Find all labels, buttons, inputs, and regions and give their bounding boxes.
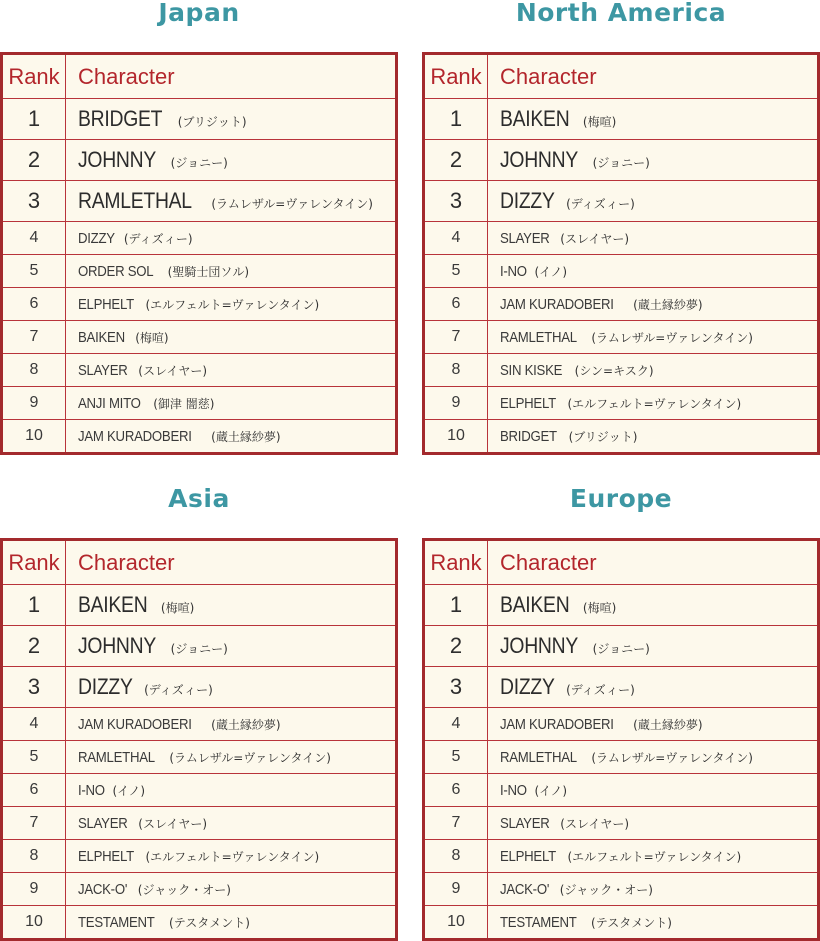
character-name-japanese: (イノ)	[112, 783, 146, 798]
character-name-japanese: (ディズィー)	[123, 231, 193, 246]
rank-cell: 5	[425, 255, 488, 287]
rank-cell: 2	[3, 626, 66, 666]
character-cell	[488, 99, 817, 139]
character-name: RAMLETHAL	[78, 188, 192, 213]
character-cell	[488, 255, 817, 287]
table-row	[425, 707, 817, 740]
character-name: SIN KISKE	[500, 361, 563, 379]
character-name: JAM KURADOBERI	[78, 427, 192, 445]
character-cell	[488, 420, 817, 452]
character-cell	[488, 873, 817, 905]
region-panel-asia	[0, 486, 398, 941]
character-name-japanese: (エルフェルト=ヴァレンタイン)	[567, 849, 742, 864]
character-name-japanese: (エルフェルト=ヴァレンタイン)	[145, 297, 320, 312]
character-name: TESTAMENT	[78, 913, 155, 931]
character-name-japanese: (ジャック・オー)	[559, 882, 653, 897]
character-cell	[488, 222, 817, 254]
region-panel-europe	[422, 486, 820, 941]
character-name-japanese: (イノ)	[534, 783, 568, 798]
rank-cell: 5	[425, 741, 488, 773]
character-name: JOHNNY	[500, 633, 579, 658]
rank-cell: 1	[3, 99, 66, 139]
table-row	[3, 707, 395, 740]
character-cell	[66, 321, 395, 353]
character-column-header: Character	[500, 549, 597, 575]
character-name-japanese: (ディズィー)	[566, 683, 635, 697]
character-name: JOHNNY	[500, 147, 579, 172]
rank-cell: 4	[3, 222, 66, 254]
rank-cell: 4	[425, 708, 488, 740]
character-name: DIZZY	[78, 674, 133, 699]
character-name: JOHNNY	[78, 633, 157, 658]
character-name: BRIDGET	[78, 106, 163, 131]
rank-cell: 8	[3, 840, 66, 872]
rank-column-header: Rank	[425, 541, 488, 584]
ranking-table	[0, 538, 398, 941]
character-cell	[66, 626, 395, 666]
character-name: JAM KURADOBERI	[78, 715, 192, 733]
rank-cell: 5	[3, 741, 66, 773]
rank-cell: 9	[425, 873, 488, 905]
rank-cell: 1	[425, 99, 488, 139]
character-cell	[66, 140, 395, 180]
rank-cell: 6	[3, 288, 66, 320]
table-row	[425, 625, 817, 666]
character-name-japanese: (御津 闇慈)	[153, 396, 215, 411]
character-name: JAM KURADOBERI	[500, 715, 614, 733]
table-row	[425, 139, 817, 180]
table-row	[3, 320, 395, 353]
character-name: TESTAMENT	[500, 913, 577, 931]
character-name: JOHNNY	[78, 147, 157, 172]
character-cell	[66, 708, 395, 740]
character-name: ELPHELT	[500, 394, 556, 412]
rank-cell: 4	[3, 708, 66, 740]
character-name: I-NO	[500, 781, 527, 799]
character-name-japanese: (ジャック・オー)	[137, 882, 231, 897]
character-cell	[66, 807, 395, 839]
character-cell	[488, 140, 817, 180]
rank-cell: 10	[425, 906, 488, 938]
character-cell	[488, 840, 817, 872]
character-name-japanese: (テスタメント)	[169, 915, 250, 930]
character-cell	[488, 774, 817, 806]
character-name: BAIKEN	[500, 106, 570, 131]
character-name-japanese: (ブリジット)	[568, 429, 638, 444]
rank-cell: 4	[425, 222, 488, 254]
character-name: ANJI MITO	[78, 394, 141, 412]
character-cell	[66, 585, 395, 625]
table-row	[3, 287, 395, 320]
character-name-japanese: (ディズィー)	[144, 683, 213, 697]
character-name-japanese: (ラムレザル=ヴァレンタイン)	[591, 750, 753, 765]
rank-cell: 8	[3, 354, 66, 386]
character-name: JACK-O'	[78, 880, 128, 898]
region-panel-north-america	[422, 0, 820, 455]
table-header-row	[425, 55, 817, 98]
rank-cell: 5	[3, 255, 66, 287]
table-row	[3, 740, 395, 773]
character-name-japanese: (梅喧)	[582, 601, 617, 615]
table-row	[425, 666, 817, 707]
character-name-japanese: (ラムレザル=ヴァレンタイン)	[591, 330, 753, 345]
table-row	[3, 98, 395, 139]
table-row	[3, 221, 395, 254]
character-name-japanese: (ジョニー)	[170, 642, 228, 656]
rank-cell: 3	[3, 181, 66, 221]
character-name: DIZZY	[78, 229, 115, 247]
table-header-row	[425, 541, 817, 584]
character-cell	[66, 354, 395, 386]
rank-cell: 10	[3, 420, 66, 452]
character-name: ELPHELT	[78, 847, 134, 865]
character-name-japanese: (梅喧)	[582, 115, 617, 129]
character-column-header: Character	[500, 63, 597, 89]
rank-cell: 7	[3, 321, 66, 353]
region-title: Europe	[569, 484, 673, 513]
rank-cell: 6	[425, 288, 488, 320]
character-name: I-NO	[500, 262, 527, 280]
character-name: SLAYER	[78, 814, 128, 832]
character-name-japanese: (イノ)	[534, 264, 568, 279]
rank-cell: 3	[425, 181, 488, 221]
table-row	[425, 353, 817, 386]
table-header-row	[3, 541, 395, 584]
character-name-japanese: (ラムレザル=ヴァレンタイン)	[169, 750, 331, 765]
rank-cell: 2	[425, 140, 488, 180]
table-row	[3, 625, 395, 666]
table-row	[3, 666, 395, 707]
table-row	[3, 180, 395, 221]
character-name: RAMLETHAL	[500, 748, 577, 766]
character-cell	[488, 181, 817, 221]
character-cell	[488, 667, 817, 707]
character-name-japanese: (蔵土縁紗夢)	[211, 429, 281, 444]
rank-cell: 2	[425, 626, 488, 666]
rank-cell: 7	[425, 321, 488, 353]
table-row	[425, 180, 817, 221]
rank-cell: 3	[3, 667, 66, 707]
table-row	[3, 773, 395, 806]
table-row	[425, 806, 817, 839]
character-name-japanese: (梅喧)	[135, 330, 169, 345]
rank-cell: 6	[3, 774, 66, 806]
character-name: I-NO	[78, 781, 105, 799]
character-name: BAIKEN	[78, 328, 125, 346]
character-name: RAMLETHAL	[500, 328, 577, 346]
region-panel-japan	[0, 0, 398, 455]
region-title: Japan	[158, 0, 240, 27]
character-name-japanese: (梅喧)	[160, 601, 195, 615]
table-row	[3, 139, 395, 180]
character-cell	[66, 387, 395, 419]
character-name: ELPHELT	[500, 847, 556, 865]
character-name-japanese: (ラムレザル=ヴァレンタイン)	[211, 197, 373, 211]
character-cell	[488, 626, 817, 666]
character-name-japanese: (蔵土縁紗夢)	[211, 717, 281, 732]
table-row	[3, 386, 395, 419]
character-cell	[488, 354, 817, 386]
table-row	[3, 872, 395, 905]
table-row	[3, 419, 395, 452]
table-row	[425, 740, 817, 773]
character-cell	[66, 774, 395, 806]
character-name: BAIKEN	[500, 592, 570, 617]
character-name-japanese: (シン=キスク)	[574, 363, 654, 378]
character-cell	[66, 288, 395, 320]
character-name: JAM KURADOBERI	[500, 295, 614, 313]
character-cell	[488, 288, 817, 320]
character-cell	[66, 222, 395, 254]
table-row	[425, 839, 817, 872]
rank-cell: 9	[425, 387, 488, 419]
table-row	[425, 221, 817, 254]
character-cell	[66, 255, 395, 287]
character-name-japanese: (スレイヤー)	[138, 363, 208, 378]
character-name: ORDER SOL	[78, 262, 154, 280]
character-cell	[66, 741, 395, 773]
character-name: DIZZY	[500, 674, 555, 699]
character-name: SLAYER	[500, 229, 550, 247]
character-name-japanese: (スレイヤー)	[138, 816, 208, 831]
table-row	[425, 419, 817, 452]
table-row	[3, 353, 395, 386]
rank-cell: 9	[3, 387, 66, 419]
character-cell	[66, 99, 395, 139]
table-row	[425, 872, 817, 905]
character-cell	[488, 321, 817, 353]
rank-cell: 6	[425, 774, 488, 806]
character-name: ELPHELT	[78, 295, 134, 313]
rank-cell: 10	[3, 906, 66, 938]
character-cell	[488, 708, 817, 740]
table-row	[425, 320, 817, 353]
ranking-table	[422, 538, 820, 941]
character-name-japanese: (エルフェルト=ヴァレンタイン)	[567, 396, 742, 411]
character-cell	[66, 667, 395, 707]
table-row	[3, 905, 395, 938]
character-name: DIZZY	[500, 188, 555, 213]
rank-column-header: Rank	[425, 55, 488, 98]
rank-column-header: Rank	[3, 541, 66, 584]
rank-cell: 1	[425, 585, 488, 625]
table-row	[3, 839, 395, 872]
character-cell	[66, 840, 395, 872]
rank-cell: 10	[425, 420, 488, 452]
character-cell	[66, 873, 395, 905]
character-name: SLAYER	[78, 361, 128, 379]
character-name-japanese: (ジョニー)	[592, 642, 650, 656]
table-row	[425, 905, 817, 938]
rank-cell: 9	[3, 873, 66, 905]
character-column-header: Character	[78, 63, 175, 89]
character-name: JACK-O'	[500, 880, 550, 898]
character-name-japanese: (ブリジット)	[177, 115, 247, 129]
character-name-japanese: (スレイヤー)	[560, 816, 630, 831]
rank-cell: 3	[425, 667, 488, 707]
character-cell	[488, 741, 817, 773]
character-column-header: Character	[78, 549, 175, 575]
table-header-row	[3, 55, 395, 98]
character-name-japanese: (ディズィー)	[566, 197, 635, 211]
character-name-japanese: (エルフェルト=ヴァレンタイン)	[145, 849, 320, 864]
character-cell	[488, 906, 817, 938]
table-row	[425, 773, 817, 806]
rank-cell: 7	[3, 807, 66, 839]
table-row	[425, 254, 817, 287]
character-name-japanese: (ジョニー)	[170, 156, 228, 170]
character-name: BAIKEN	[78, 592, 148, 617]
table-row	[425, 386, 817, 419]
character-name-japanese: (聖騎士団ソル)	[167, 264, 250, 279]
character-cell	[488, 387, 817, 419]
table-row	[425, 98, 817, 139]
character-name-japanese: (スレイヤー)	[560, 231, 630, 246]
character-cell	[66, 181, 395, 221]
table-row	[3, 254, 395, 287]
rank-cell: 7	[425, 807, 488, 839]
table-row	[3, 584, 395, 625]
character-name: BRIDGET	[500, 427, 557, 445]
character-name: SLAYER	[500, 814, 550, 832]
region-title: North America	[515, 0, 727, 27]
character-cell	[66, 420, 395, 452]
character-name-japanese: (蔵土縁紗夢)	[633, 717, 703, 732]
character-name-japanese: (ジョニー)	[592, 156, 650, 170]
rank-cell: 8	[425, 354, 488, 386]
table-row	[3, 806, 395, 839]
table-row	[425, 287, 817, 320]
character-cell	[488, 585, 817, 625]
region-title: Asia	[168, 484, 230, 513]
rank-cell: 1	[3, 585, 66, 625]
table-row	[425, 584, 817, 625]
ranking-table	[422, 52, 820, 455]
character-cell	[488, 807, 817, 839]
rank-column-header: Rank	[3, 55, 66, 98]
rank-cell: 8	[425, 840, 488, 872]
character-cell	[66, 906, 395, 938]
character-name-japanese: (蔵土縁紗夢)	[633, 297, 703, 312]
character-name: RAMLETHAL	[78, 748, 155, 766]
character-name-japanese: (テスタメント)	[591, 915, 672, 930]
rank-cell: 2	[3, 140, 66, 180]
ranking-table	[0, 52, 398, 455]
